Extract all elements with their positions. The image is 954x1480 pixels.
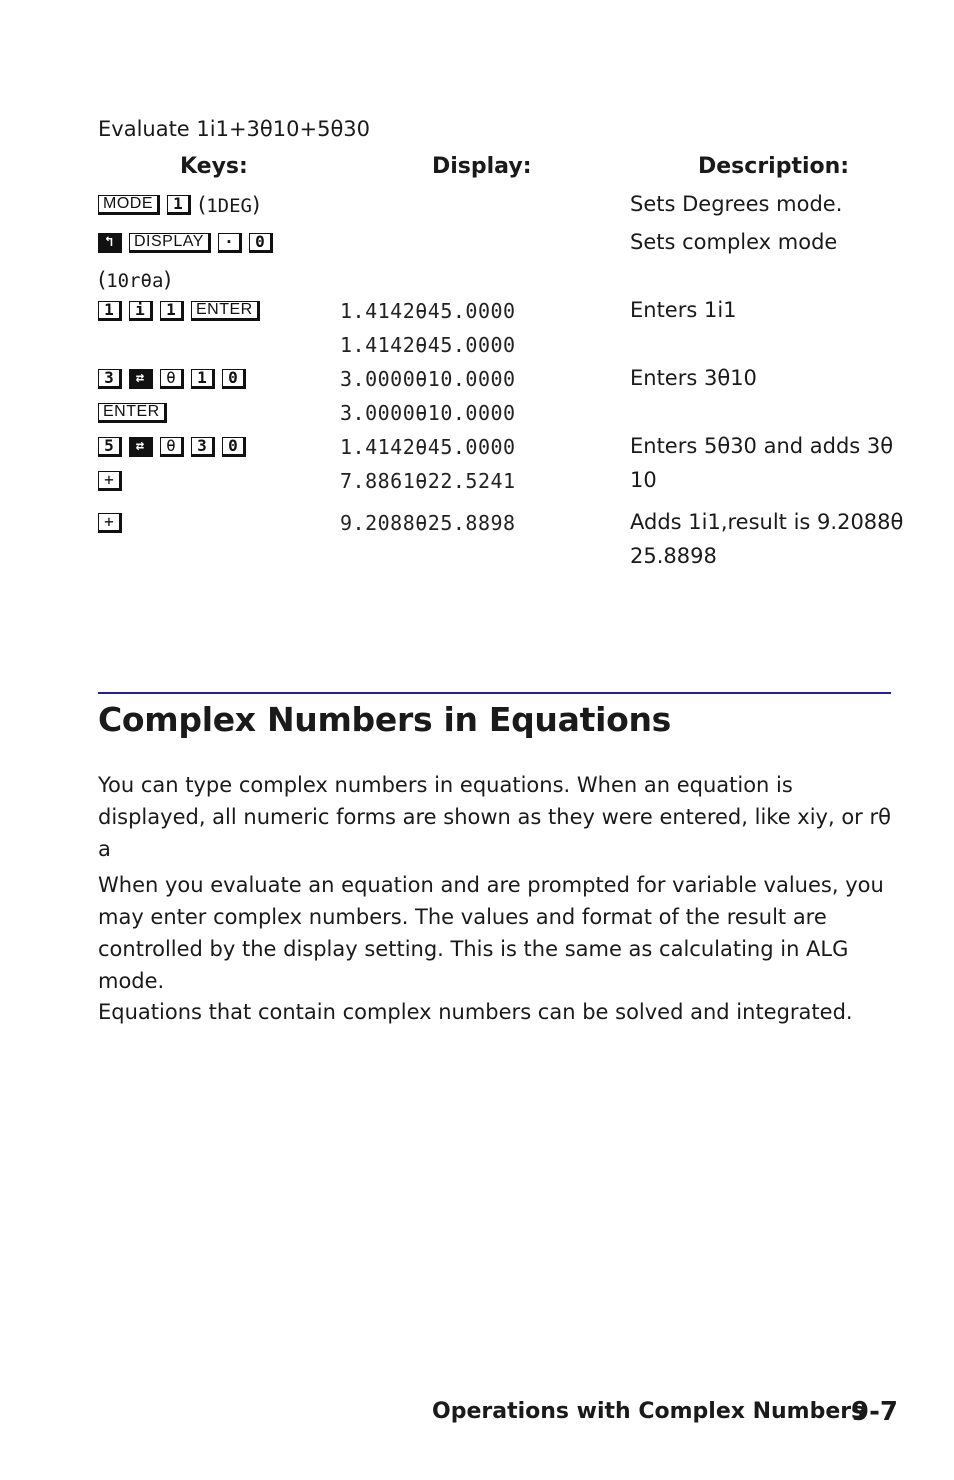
keys-cell [98, 263, 172, 297]
display-cell: 3.0000θ10.0000 [340, 401, 516, 425]
dot-key: · [218, 233, 242, 253]
keys-cell [98, 464, 122, 498]
digit-key: 0 [222, 369, 246, 389]
plus-key: + [98, 471, 122, 491]
table-row [0, 430, 954, 464]
display-cell: 7.8861θ22.5241 [340, 469, 516, 493]
theta-key: θ [160, 437, 184, 457]
digit-key: 1 [160, 301, 184, 321]
paragraph: You can type complex numbers in equations. When an equation is displayed, all numeric forms are shown as they were entered, like xiy, or rθ a [98, 773, 891, 861]
enter-key: ENTER [98, 403, 167, 423]
display-cell: 1.4142θ45.0000 [340, 333, 516, 357]
shift-left-key: ↰ [98, 233, 122, 253]
key-note: (1DEG) [198, 193, 261, 217]
keys-cell [98, 396, 167, 430]
display-cell: 1.4142θ45.0000 [340, 299, 516, 323]
enter-key: ENTER [191, 301, 260, 321]
display-cell: 9.2088θ25.8898 [340, 511, 516, 535]
table-row [0, 294, 954, 328]
footer-chapter-title: Operations with Complex Numbers [432, 1399, 865, 1424]
shift-right-key: ⇄ [129, 437, 153, 457]
keys-cell [98, 226, 273, 260]
digit-key: 3 [98, 369, 122, 389]
description-cell: 25.8898 [630, 544, 717, 568]
description-cell: Sets complex mode [630, 230, 838, 254]
section-title: Complex Numbers in Equations [98, 700, 671, 739]
keys-cell [98, 362, 246, 396]
header-description: Description: [698, 154, 850, 179]
display-key: DISPLAY [129, 233, 211, 253]
display-cell: 3.0000θ10.0000 [340, 367, 516, 391]
keys-cell [98, 294, 260, 328]
digit-key: 5 [98, 437, 122, 457]
table-row [0, 464, 954, 498]
plus-key: + [98, 513, 122, 533]
description-cell: Sets Degrees mode. [630, 192, 843, 216]
description-cell: Adds 1i1,result is 9.2088θ [630, 510, 904, 534]
description-cell: Enters 1i1 [630, 298, 737, 322]
table-row [0, 263, 954, 297]
header-display: Display: [432, 154, 532, 179]
header-keys: Keys: [180, 154, 248, 179]
digit-key: 3 [191, 437, 215, 457]
digit-key: 1 [167, 195, 191, 215]
digit-key: 0 [222, 437, 246, 457]
table-row [0, 188, 954, 222]
mode-key: MODE [98, 195, 160, 215]
table-row [0, 362, 954, 396]
table-row [0, 226, 954, 260]
paragraph: Equations that contain complex numbers can be solved and integrated. [98, 1000, 853, 1024]
digit-key: 1 [191, 369, 215, 389]
table-row [0, 328, 954, 362]
theta-key: θ [160, 369, 184, 389]
display-cell: 1.4142θ45.0000 [340, 435, 516, 459]
table-row [0, 540, 954, 574]
i-key: i [129, 301, 153, 321]
keys-cell [98, 506, 122, 540]
table-row [0, 396, 954, 430]
keys-cell [98, 430, 246, 464]
digit-key: 1 [98, 301, 122, 321]
intro-text: Evaluate 1i1+3θ10+5θ30 [98, 117, 371, 141]
description-cell: Enters 3θ10 [630, 366, 757, 390]
keys-cell [98, 188, 260, 222]
description-cell: Enters 5θ30 and adds 3θ [630, 434, 894, 458]
section-divider [98, 692, 891, 694]
description-cell: 10 [630, 468, 657, 492]
digit-key: 0 [249, 233, 273, 253]
paragraph: When you evaluate an equation and are prompted for variable values, you may enter complex numbers. The values and format of the result are controlled by the display setting. This is the same as calculating in ALG mode. [98, 873, 884, 993]
footer-page-number: 9-7 [851, 1397, 898, 1427]
table-row [0, 506, 954, 540]
shift-right-key: ⇄ [129, 369, 153, 389]
key-note: (10rθa) [98, 268, 172, 292]
